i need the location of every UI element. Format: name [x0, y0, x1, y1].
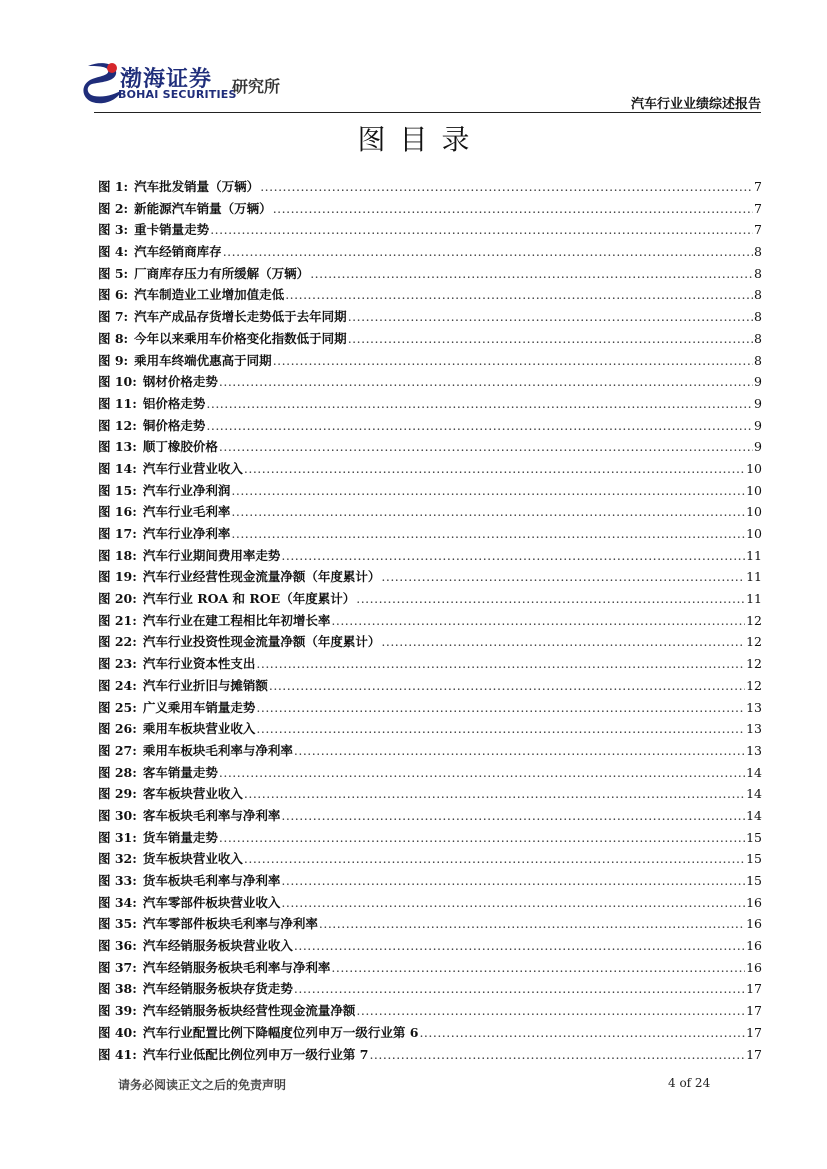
toc-dot-leader — [356, 1003, 745, 1018]
toc-entry-page: 16 — [746, 938, 762, 954]
toc-entry-label: 图 5: — [98, 265, 129, 281]
toc-entry[interactable] — [98, 1023, 762, 1045]
toc-entry[interactable] — [98, 329, 762, 351]
toc-entry-title: 客车板块营业收入 — [142, 786, 243, 802]
toc-dot-leader — [419, 1025, 745, 1040]
toc-entry-page: 17 — [746, 981, 762, 997]
toc-entry[interactable] — [98, 459, 762, 481]
toc-entry-label: 图 40: — [98, 1024, 137, 1040]
toc-entry[interactable] — [98, 199, 762, 221]
toc-entry-label: 图 38: — [98, 981, 137, 997]
toc-entry-label: 图 4: — [98, 244, 129, 260]
toc-entry-page: 17 — [746, 1024, 762, 1040]
toc-entry-label: 图 26: — [98, 721, 137, 737]
page-title: 图目录 — [357, 123, 484, 156]
toc-entry[interactable] — [98, 242, 762, 264]
toc-entry[interactable] — [98, 914, 762, 936]
toc-dot-leader — [381, 569, 745, 584]
toc-entry-page: 7 — [754, 200, 762, 216]
page-header — [0, 0, 827, 115]
footer-disclaimer: 请务必阅读正文之后的免责声明 — [118, 1078, 287, 1092]
toc-entry-title: 汽车行业经营性现金流量净额（年度累计） — [142, 569, 381, 585]
toc-entry-label: 图 39: — [98, 1003, 137, 1019]
toc-entry-title: 货车板块营业收入 — [142, 851, 243, 867]
toc-entry-page: 12 — [746, 656, 762, 672]
toc-entry-label: 图 21: — [98, 612, 137, 628]
toc-entry-label: 图 35: — [98, 916, 137, 932]
toc-entry-title: 汽车行业低配比例位列申万一级行业第 7 — [142, 1046, 369, 1062]
toc-entry[interactable] — [98, 351, 762, 373]
toc-entry-title: 货车板块毛利率与净利率 — [142, 873, 281, 888]
toc-entry-title: 汽车行业毛利率 — [142, 504, 231, 520]
toc-entry-title: 铜价格走势 — [142, 417, 206, 433]
toc-entry-title: 汽车经销商库存 — [134, 244, 222, 260]
toc-entry-page: 12 — [746, 612, 762, 628]
toc-entry-title: 汽车零部件板块毛利率与净利率 — [142, 916, 318, 932]
toc-entry-label: 图 28: — [98, 764, 137, 780]
toc-entry-title: 汽车行业资本性支出 — [142, 656, 256, 672]
toc-entry-label: 图 24: — [98, 677, 137, 693]
toc-entry-label: 图 14: — [98, 460, 137, 476]
toc-dot-leader — [256, 721, 745, 736]
toc-entry-label: 图 20: — [98, 591, 137, 607]
toc-dot-leader — [219, 439, 753, 454]
toc-entry-page: 9 — [754, 417, 762, 433]
toc-dot-leader — [348, 331, 753, 346]
toc-dot-leader — [273, 201, 753, 216]
toc-entry-label: 图 34: — [98, 894, 137, 910]
toc-dot-leader — [319, 916, 745, 931]
toc-entry[interactable] — [98, 546, 762, 568]
toc-entry-label: 图 41: — [98, 1046, 137, 1062]
toc-entry-title: 汽车行业期间费用率走势 — [142, 547, 281, 563]
toc-entry-page: 11 — [746, 569, 762, 585]
toc-entry-title: 广义乘用车销量走势 — [142, 699, 256, 715]
toc-entry-label: 图 22: — [98, 634, 137, 650]
toc-entry[interactable] — [98, 502, 762, 524]
company-logo — [82, 60, 292, 106]
toc-entry-page: 16 — [746, 959, 762, 975]
toc-dot-leader — [269, 678, 745, 693]
toc-entry[interactable] — [98, 416, 762, 438]
toc-entry-label: 图 10: — [98, 374, 137, 390]
toc-entry-label: 图 13: — [98, 439, 137, 455]
toc-entry-label: 图 19: — [98, 569, 137, 585]
toc-dot-leader — [219, 374, 753, 389]
footer-page-number: 4 of 24 — [668, 1076, 711, 1090]
toc-entry-page: 16 — [746, 916, 762, 932]
toc-entry-title: 汽车产成品存货增长走势低于去年同期 — [134, 309, 347, 325]
toc-entry-page: 7 — [754, 179, 762, 194]
toc-entry-title: 汽车行业配置比例下降幅度位列申万一级行业第 6 — [142, 1024, 419, 1040]
figure-list — [98, 177, 762, 1066]
toc-entry-label: 图 30: — [98, 807, 137, 823]
toc-entry-page: 12 — [746, 677, 762, 693]
toc-entry[interactable] — [98, 177, 762, 199]
toc-entry-label: 图 27: — [98, 742, 137, 758]
toc-entry-title: 客车板块毛利率与净利率 — [142, 807, 281, 823]
toc-entry-title: 乘用车板块营业收入 — [142, 721, 256, 737]
toc-entry-label: 图 31: — [98, 829, 137, 845]
toc-dot-leader — [206, 396, 753, 411]
toc-dot-leader — [231, 504, 745, 519]
toc-entry-page: 8 — [754, 330, 762, 346]
toc-dot-leader — [210, 222, 753, 237]
toc-entry-page: 15 — [746, 873, 762, 888]
toc-entry-label: 图 11: — [98, 395, 137, 411]
toc-dot-leader — [231, 483, 745, 498]
toc-entry[interactable] — [98, 936, 762, 958]
report-name: 汽车行业业绩综述报告 — [630, 97, 761, 112]
toc-dot-leader — [206, 418, 753, 433]
toc-entry[interactable] — [98, 285, 762, 307]
toc-entry-label: 图 36: — [98, 938, 137, 954]
toc-entry-page: 10 — [746, 460, 762, 476]
toc-entry-label: 图 8: — [98, 330, 129, 346]
toc-entry-label: 图 7: — [98, 309, 129, 325]
toc-dot-leader — [231, 526, 745, 541]
toc-entry-page: 8 — [754, 244, 762, 260]
toc-entry-label: 图 12: — [98, 417, 137, 433]
toc-entry-title: 钢材价格走势 — [142, 374, 218, 390]
toc-entry-title: 汽车行业营业收入 — [142, 460, 243, 476]
toc-entry[interactable] — [98, 958, 762, 980]
toc-dot-leader — [244, 786, 745, 801]
toc-dot-leader — [281, 895, 745, 910]
toc-entry-label: 图 33: — [98, 873, 137, 888]
toc-entry-page: 13 — [746, 742, 762, 758]
toc-entry-title: 乘用车终端优惠高于同期 — [134, 352, 272, 368]
toc-entry-page: 14 — [746, 807, 762, 823]
toc-dot-leader — [219, 830, 745, 845]
toc-entry-title: 汽车经销服务板块存货走势 — [142, 981, 293, 997]
toc-entry-page: 15 — [746, 851, 762, 867]
toc-entry-page: 7 — [754, 222, 762, 238]
toc-dot-leader — [356, 591, 745, 606]
toc-dot-leader — [281, 548, 745, 563]
toc-dot-leader — [348, 309, 753, 324]
toc-dot-leader — [244, 851, 745, 866]
toc-entry-page: 8 — [754, 265, 762, 281]
toc-entry-page: 10 — [746, 504, 762, 520]
toc-dot-leader — [219, 765, 745, 780]
toc-entry-page: 11 — [746, 591, 762, 607]
toc-entry-title: 汽车行业净利率 — [142, 526, 231, 541]
toc-entry-label: 图 2: — [98, 200, 129, 216]
toc-entry[interactable] — [98, 372, 762, 394]
toc-entry[interactable] — [98, 871, 762, 893]
toc-entry-page: 8 — [754, 352, 762, 368]
toc-entry-title: 汽车行业投资性现金流量净额（年度累计） — [142, 634, 381, 650]
toc-entry-title: 汽车行业 ROA 和 ROE（年度累计） — [142, 591, 356, 607]
toc-dot-leader — [256, 656, 745, 671]
toc-entry-title: 顺丁橡胶价格 — [142, 439, 218, 455]
toc-entry-page: 14 — [746, 764, 762, 780]
toc-entry-label: 图 37: — [98, 959, 137, 975]
toc-entry-page: 11 — [746, 547, 762, 563]
toc-entry[interactable] — [98, 979, 762, 1001]
toc-entry-label: 图 9: — [98, 352, 129, 368]
toc-entry-page: 15 — [746, 829, 762, 845]
toc-entry[interactable] — [98, 611, 762, 633]
toc-dot-leader — [369, 1047, 745, 1062]
toc-entry-label: 图 18: — [98, 547, 137, 563]
logo-subtitle: 研究所 — [232, 77, 281, 96]
toc-entry-page: 16 — [746, 894, 762, 910]
toc-entry[interactable] — [98, 763, 762, 785]
toc-entry-label: 图 17: — [98, 526, 137, 541]
toc-entry-title: 客车销量走势 — [142, 764, 218, 780]
toc-entry-title: 货车销量走势 — [142, 829, 218, 845]
toc-entry-title: 汽车行业折旧与摊销额 — [142, 677, 268, 693]
toc-entry[interactable] — [98, 654, 762, 676]
toc-entry[interactable] — [98, 676, 762, 698]
header-divider — [94, 112, 761, 113]
toc-entry-title: 铝价格走势 — [142, 395, 206, 411]
toc-entry-title: 乘用车板块毛利率与净利率 — [142, 742, 293, 758]
toc-entry-page: 17 — [746, 1046, 762, 1062]
toc-entry-page: 17 — [746, 1003, 762, 1019]
toc-entry-title: 汽车零部件板块营业收入 — [142, 894, 281, 910]
toc-dot-leader — [273, 353, 753, 368]
toc-dot-leader — [294, 981, 745, 996]
toc-entry[interactable] — [98, 719, 762, 741]
toc-dot-leader — [256, 700, 745, 715]
toc-entry-label: 图 3: — [98, 222, 129, 238]
toc-entry[interactable] — [98, 893, 762, 915]
toc-entry-label: 图 6: — [98, 287, 129, 303]
toc-entry[interactable] — [98, 394, 762, 416]
toc-entry-title: 汽车制造业工业增加值走低 — [134, 287, 285, 303]
toc-entry-page: 9 — [754, 439, 762, 455]
toc-entry-label: 图 15: — [98, 482, 137, 498]
toc-dot-leader — [331, 613, 745, 628]
toc-entry-page: 10 — [746, 526, 762, 541]
toc-entry-page: 8 — [754, 309, 762, 325]
toc-entry-title: 今年以来乘用车价格变化指数低于同期 — [134, 330, 347, 346]
toc-entry-label: 图 32: — [98, 851, 137, 867]
toc-entry-label: 图 25: — [98, 699, 137, 715]
toc-entry-title: 重卡销量走势 — [134, 222, 210, 238]
logo-english-name: BOHAI SECURITIES — [118, 88, 237, 101]
toc-entry-label: 图 29: — [98, 786, 137, 802]
toc-entry[interactable] — [98, 1001, 762, 1023]
toc-entry-page: 10 — [746, 482, 762, 498]
toc-entry-page: 12 — [746, 634, 762, 650]
toc-entry[interactable] — [98, 220, 762, 242]
toc-entry[interactable] — [98, 632, 762, 654]
toc-entry-title: 汽车经销服务板块营业收入 — [142, 938, 293, 954]
toc-entry-title: 厂商库存压力有所缓解（万辆） — [134, 265, 310, 281]
toc-entry[interactable] — [98, 698, 762, 720]
toc-entry-page: 13 — [746, 699, 762, 715]
toc-dot-leader — [294, 938, 745, 953]
toc-dot-leader — [281, 873, 745, 888]
toc-entry[interactable] — [98, 784, 762, 806]
toc-entry[interactable] — [98, 481, 762, 503]
toc-entry-page: 14 — [746, 786, 762, 802]
toc-entry-title: 汽车经销服务板块毛利率与净利率 — [142, 959, 331, 975]
toc-entry[interactable] — [98, 264, 762, 286]
toc-entry[interactable] — [98, 307, 762, 329]
toc-entry[interactable] — [98, 567, 762, 589]
toc-dot-leader — [381, 634, 745, 649]
toc-entry[interactable] — [98, 828, 762, 850]
toc-entry-page: 8 — [754, 287, 762, 303]
toc-entry[interactable] — [98, 741, 762, 763]
toc-entry[interactable] — [98, 849, 762, 871]
toc-entry[interactable] — [98, 524, 762, 546]
toc-entry[interactable] — [98, 589, 762, 611]
toc-entry[interactable] — [98, 806, 762, 828]
toc-dot-leader — [244, 461, 745, 476]
toc-dot-leader — [294, 743, 745, 758]
toc-entry-title: 汽车行业在建工程相比年初增长率 — [142, 612, 331, 628]
toc-entry-label: 图 16: — [98, 504, 137, 520]
toc-dot-leader — [310, 266, 753, 281]
toc-entry-page: 9 — [754, 395, 762, 411]
toc-entry-title: 汽车经销服务板块经营性现金流量净额 — [142, 1003, 356, 1019]
toc-entry-title: 汽车行业净利润 — [142, 482, 231, 498]
toc-entry-title: 汽车批发销量（万辆） — [134, 179, 260, 194]
toc-dot-leader — [285, 287, 753, 302]
toc-dot-leader — [331, 960, 745, 975]
toc-entry-title: 新能源汽车销量（万辆） — [134, 200, 272, 216]
toc-entry[interactable] — [98, 1045, 762, 1067]
logo-chinese-name: 渤海证券 — [120, 67, 213, 92]
toc-dot-leader — [260, 179, 753, 194]
toc-entry-page: 13 — [746, 721, 762, 737]
toc-entry[interactable] — [98, 437, 762, 459]
toc-dot-leader — [223, 244, 753, 259]
toc-dot-leader — [281, 808, 745, 823]
toc-entry-label: 图 1: — [98, 179, 129, 194]
toc-entry-page: 9 — [754, 374, 762, 390]
toc-entry-label: 图 23: — [98, 656, 137, 672]
